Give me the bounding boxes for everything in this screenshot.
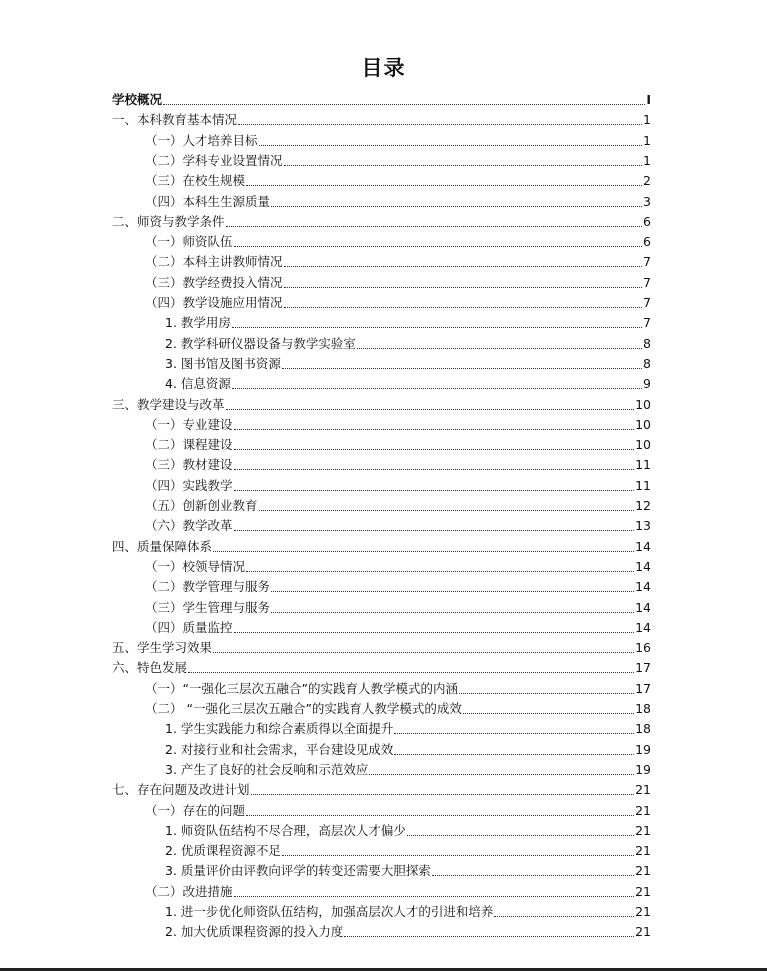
toc-entry-page-number: 7 <box>643 315 651 331</box>
toc-entry-page-number: 18 <box>635 701 651 716</box>
toc-entry[interactable] <box>145 129 651 149</box>
toc-entry-label: （一）人才培养目标 <box>145 132 258 148</box>
toc-entry-page-number: 10 <box>635 416 651 432</box>
toc-entry[interactable] <box>145 271 651 291</box>
toc-entry[interactable] <box>145 413 651 433</box>
toc-entry-page-number: 21 <box>635 883 651 899</box>
toc-entry[interactable] <box>165 738 651 758</box>
toc-entry-label: （二）改进措施 <box>145 883 233 899</box>
toc-entry-page-number: 3 <box>643 193 651 209</box>
toc-entry[interactable] <box>112 656 651 676</box>
toc-entry[interactable] <box>145 474 651 494</box>
toc-entry-label: （二）课程建设 <box>145 437 233 453</box>
toc-entry[interactable] <box>145 149 651 169</box>
toc-entry-page-number: 1 <box>643 152 651 168</box>
toc-entry-label: 2. 优质课程资源不足 <box>165 843 281 859</box>
toc-entry[interactable] <box>145 169 651 189</box>
toc-entry-label: （二）教学管理与服务 <box>145 579 271 595</box>
toc-entry-label: 五、学生学习效果 <box>112 640 213 656</box>
toc-entry[interactable] <box>145 250 651 270</box>
toc-entry[interactable] <box>145 433 651 453</box>
toc-leader-dots <box>284 265 643 267</box>
toc-leader-dots <box>232 387 642 389</box>
toc-leader-dots <box>234 631 635 633</box>
toc-leader-dots <box>357 347 642 349</box>
toc-entry-label: 3. 产生了良好的社会反响和示范效应 <box>165 761 369 777</box>
toc-entry-label: 七、存在问题及改进计划 <box>112 782 250 798</box>
toc-entry[interactable] <box>112 778 651 798</box>
toc-entry-page-number: 7 <box>643 254 651 270</box>
toc-entry-page-number: 21 <box>635 863 651 879</box>
toc-leader-dots <box>213 651 634 653</box>
toc-entry[interactable] <box>145 514 651 534</box>
toc-entry-label: 四、质量保障体系 <box>112 538 213 554</box>
toc-leader-dots <box>369 773 634 775</box>
toc-entry-label: 2. 加大优质课程资源的投入力度 <box>165 924 344 940</box>
toc-leader-dots <box>284 286 643 288</box>
toc-entry-label: 1. 师资队伍结构不尽合理，高层次人才偏少 <box>165 822 406 838</box>
toc-entry[interactable] <box>145 453 651 473</box>
toc-leader-dots <box>271 205 642 207</box>
toc-leader-dots <box>271 590 634 592</box>
toc-leader-dots <box>494 915 634 917</box>
toc-entry[interactable] <box>145 575 651 595</box>
toc-entry[interactable] <box>145 596 651 616</box>
toc-entry[interactable] <box>145 880 651 900</box>
toc-entry-page-number: I <box>646 92 651 107</box>
toc-entry[interactable] <box>112 108 651 128</box>
toc-entry-page-number: 2 <box>643 173 651 189</box>
toc-entry[interactable] <box>165 352 651 372</box>
toc-entry-page-number: 8 <box>643 335 651 351</box>
toc-leader-dots <box>344 935 634 937</box>
toc-entry-page-number: 19 <box>635 741 651 757</box>
toc-entry-page-number: 9 <box>643 376 651 392</box>
toc-entry-page-number: 12 <box>635 498 651 513</box>
toc-entry[interactable] <box>112 393 651 413</box>
toc-entry-label: （三）在校生规模 <box>145 173 246 189</box>
toc-entry-label: （二）学科专业设置情况 <box>145 152 283 168</box>
toc-entry[interactable] <box>145 494 651 514</box>
toc-entry-page-number: 13 <box>635 518 651 534</box>
page-title: 目录 <box>361 56 406 80</box>
toc-leader-dots <box>188 671 634 673</box>
toc-entry-page-number: 21 <box>635 924 651 940</box>
toc-entry-page-number: 14 <box>635 599 651 615</box>
toc-leader-dots <box>282 367 642 369</box>
toc-entry-label: 2. 对接行业和社会需求，平台建设见成效 <box>165 741 394 757</box>
toc-entry[interactable] <box>165 758 651 778</box>
toc-entry-page-number: 11 <box>635 457 651 473</box>
toc-leader-dots <box>251 793 635 795</box>
toc-leader-dots <box>432 874 634 876</box>
toc-entry-label: 二、师资与教学条件 <box>112 213 225 229</box>
toc-entry-label: （一）存在的问题 <box>145 802 246 818</box>
toc-entry-label: （四）教学设施应用情况 <box>145 295 283 310</box>
toc-entry-page-number: 6 <box>643 213 651 229</box>
toc-entry-page-number: 21 <box>635 802 651 818</box>
toc-entry-label: 3. 图书馆及图书资源 <box>165 355 281 371</box>
toc-leader-dots <box>394 753 634 755</box>
toc-leader-dots <box>234 468 635 470</box>
toc-leader-dots <box>234 895 635 897</box>
toc-entry[interactable] <box>112 88 651 108</box>
toc-entry-label: 六、特色发展 <box>112 660 188 676</box>
toc-entry-label: （四）实践教学 <box>145 477 233 493</box>
toc-leader-dots <box>407 834 634 836</box>
toc-entry[interactable] <box>145 677 651 697</box>
toc-entry-page-number: 17 <box>635 660 651 676</box>
toc-entry-label: 三、教学建设与改革 <box>112 396 225 412</box>
toc-entry[interactable] <box>145 799 651 819</box>
toc-leader-dots <box>226 408 635 410</box>
toc-leader-dots <box>282 854 634 856</box>
toc-leader-dots <box>234 489 635 491</box>
toc-entry-label: （一）“一强化三层次五融合”的实践育人教学模式的内涵 <box>145 680 458 696</box>
toc-entry-page-number: 17 <box>635 680 651 696</box>
toc-leader-dots <box>234 529 635 531</box>
toc-entry-label: （三）学生管理与服务 <box>145 599 271 615</box>
toc-entry[interactable] <box>112 535 651 555</box>
toc-leader-dots <box>234 245 643 247</box>
toc-entry-label: 学校概况 <box>112 92 163 107</box>
toc-entry-label: 2. 教学科研仪器设备与教学实验室 <box>165 335 356 351</box>
toc-entry-page-number: 14 <box>635 538 651 554</box>
toc-entry[interactable] <box>112 636 651 656</box>
toc-entry-page-number: 11 <box>635 477 651 493</box>
toc-entry-page-number: 1 <box>643 132 651 148</box>
toc-entry[interactable] <box>145 616 651 636</box>
toc-entry-label: （六）教学改革 <box>145 518 233 534</box>
toc-entry-page-number: 21 <box>635 904 651 919</box>
toc-entry-label: 1. 学生实践能力和综合素质得以全面提升 <box>165 721 394 737</box>
toc-leader-dots <box>394 732 634 734</box>
toc-entry[interactable] <box>165 717 651 737</box>
toc-entry[interactable] <box>165 332 651 352</box>
toc-leader-dots <box>238 123 642 125</box>
toc-entry[interactable] <box>145 555 651 575</box>
toc-entry-label: 一、本科教育基本情况 <box>112 112 238 128</box>
toc-leader-dots <box>246 184 642 186</box>
toc-entry-page-number: 18 <box>635 721 651 737</box>
toc-entry-label: （四）本科生生源质量 <box>145 193 271 209</box>
toc-leader-dots <box>234 428 635 430</box>
toc-entry-page-number: 21 <box>635 822 651 838</box>
toc-entry-page-number: 10 <box>635 437 651 453</box>
toc-leader-dots <box>226 225 643 227</box>
toc-entry[interactable] <box>145 230 651 250</box>
toc-entry-label: （一）师资队伍 <box>145 234 233 250</box>
toc-leader-dots <box>459 692 634 694</box>
toc-entry-label: 4. 信息资源 <box>165 376 231 392</box>
toc-entry-page-number: 10 <box>635 396 651 412</box>
toc-entry[interactable] <box>145 190 651 210</box>
toc-entry-page-number: 14 <box>635 619 651 635</box>
toc-entry-page-number: 14 <box>635 579 651 595</box>
toc-entry-page-number: 16 <box>635 640 651 656</box>
toc-entry[interactable] <box>165 859 651 879</box>
toc-entry-page-number: 6 <box>643 234 651 250</box>
toc-entry[interactable] <box>112 210 651 230</box>
toc-entry-label: 1. 进一步优化师资队伍结构，加强高层次人才的引进和培养 <box>165 904 494 919</box>
toc-leader-dots <box>259 509 635 511</box>
toc-entry-label: （一）校领导情况 <box>145 558 246 574</box>
toc-entry[interactable] <box>165 372 651 392</box>
toc-entry[interactable] <box>165 311 651 331</box>
toc-entry-label: （一）专业建设 <box>145 416 233 432</box>
toc-entry-label: （二） “一强化三层次五融合”的实践育人教学模式的成效 <box>145 701 462 716</box>
toc-leader-dots <box>284 164 643 166</box>
toc-entry-page-number: 7 <box>643 274 651 290</box>
toc-entry-label: 1. 教学用房 <box>165 315 231 331</box>
toc-leader-dots <box>271 611 634 613</box>
toc-entry-page-number: 21 <box>635 843 651 859</box>
toc-entry-page-number: 19 <box>635 761 651 777</box>
toc-leader-dots <box>284 306 643 308</box>
toc-leader-dots <box>232 326 642 328</box>
toc-leader-dots <box>246 814 634 816</box>
toc-entry-label: （三）教学经费投入情况 <box>145 274 283 290</box>
toc-leader-dots <box>463 712 634 714</box>
toc-leader-dots <box>163 103 645 105</box>
toc-leader-dots <box>234 448 635 450</box>
toc-entry[interactable] <box>145 291 651 311</box>
toc-entry[interactable] <box>145 697 651 717</box>
toc-entry-page-number: 21 <box>635 782 651 798</box>
toc-entry[interactable] <box>165 920 651 940</box>
toc-entry[interactable] <box>165 900 651 920</box>
toc-entry-label: （四）质量监控 <box>145 619 233 635</box>
toc-entry-page-number: 1 <box>643 112 651 128</box>
toc-entry-label: 3. 质量评价由评教向评学的转变还需要大胆探索 <box>165 863 431 879</box>
toc-entry-label: （五）创新创业教育 <box>145 498 258 513</box>
toc-entry-page-number: 14 <box>635 558 651 574</box>
toc-entry-page-number: 7 <box>643 295 651 310</box>
toc-entry-label: （二）本科主讲教师情况 <box>145 254 283 270</box>
toc-leader-dots <box>259 144 643 146</box>
toc-entry-page-number: 8 <box>643 355 651 371</box>
toc-entry[interactable] <box>165 819 651 839</box>
toc-entry[interactable] <box>165 839 651 859</box>
toc-leader-dots <box>246 570 634 572</box>
toc-entry-label: （三）教材建设 <box>145 457 233 473</box>
toc-leader-dots <box>213 550 634 552</box>
